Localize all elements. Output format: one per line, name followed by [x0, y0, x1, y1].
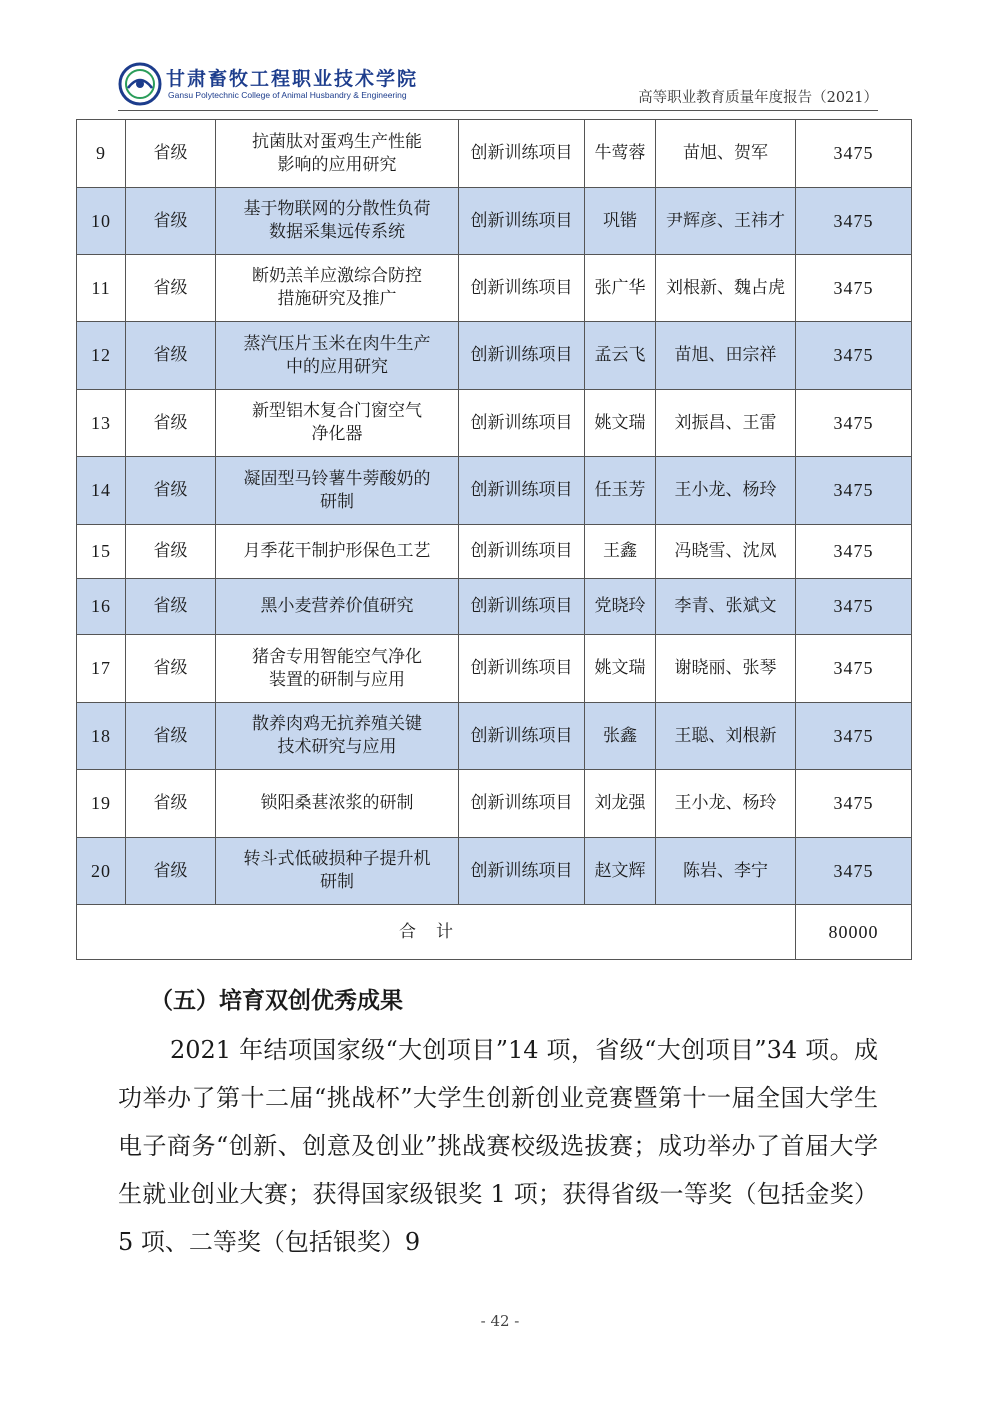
row-leader: 巩锴: [585, 188, 656, 255]
row-project-name: [216, 838, 459, 905]
row-project-name: [216, 120, 459, 188]
project-table: [76, 119, 912, 960]
row-project-type: 创新训练项目: [459, 322, 585, 390]
row-project-name: [216, 322, 459, 390]
row-project-type: 创新训练项目: [459, 703, 585, 770]
project-name-line: 转斗式低破损种子提升机: [243, 849, 431, 869]
table-row: [77, 457, 912, 525]
total-row: [77, 905, 912, 960]
school-name-en: Gansu Polytechnic College of Animal Husbandry & Engineering: [168, 90, 407, 100]
table-row: [77, 703, 912, 770]
header-divider: [118, 110, 878, 111]
row-project-type: 创新训练项目: [459, 255, 585, 322]
row-amount: 3475: [796, 703, 912, 770]
row-level: 省级: [126, 525, 216, 579]
row-amount: 3475: [796, 635, 912, 703]
row-number: 16: [77, 579, 126, 635]
project-name-line: 净化器: [311, 424, 363, 444]
row-leader: 王鑫: [585, 525, 656, 579]
project-name-line: 凝固型马铃薯牛蒡酸奶的: [243, 468, 431, 489]
row-project-name: [216, 390, 459, 457]
row-leader: 党晓玲: [585, 579, 656, 635]
project-name-line: 断奶羔羊应激综合防控: [252, 266, 422, 286]
row-project-type: 创新训练项目: [459, 838, 585, 905]
row-amount: 3475: [796, 188, 912, 255]
row-project-name: [216, 188, 459, 255]
row-leader: 张广华: [585, 255, 656, 322]
table-row: [77, 838, 912, 905]
row-project-name: [216, 255, 459, 322]
row-advisors: 王小龙、杨玲: [656, 770, 796, 838]
project-name-line: 数据采集远传系统: [269, 222, 405, 242]
row-advisors: 尹辉彦、王祎才: [656, 188, 796, 255]
project-name-line: 新型铝木复合门窗空气: [252, 401, 422, 421]
row-level: 省级: [126, 579, 216, 635]
row-advisors: 苗旭、田宗祥: [656, 322, 796, 390]
row-amount: 3475: [796, 322, 912, 390]
total-amount: 80000: [796, 905, 912, 960]
total-label: 合计: [77, 905, 796, 960]
project-name-line: 研制: [320, 491, 354, 512]
row-level: 省级: [126, 390, 216, 457]
row-amount: 3475: [796, 579, 912, 635]
project-name-line: 技术研究与应用: [277, 737, 397, 757]
row-level: 省级: [126, 703, 216, 770]
row-leader: 姚文瑞: [585, 390, 656, 457]
row-level: 省级: [126, 770, 216, 838]
row-leader: 任玉芳: [585, 457, 656, 525]
project-name-line: 蒸汽压片玉米在肉牛生产: [243, 333, 431, 354]
row-project-name: [216, 525, 459, 579]
row-project-type: 创新训练项目: [459, 390, 585, 457]
row-advisors: 李青、张斌文: [656, 579, 796, 635]
row-number: 17: [77, 635, 126, 703]
table-row: [77, 120, 912, 188]
row-advisors: 陈岩、李宁: [656, 838, 796, 905]
row-number: 10: [77, 188, 126, 255]
row-level: 省级: [126, 635, 216, 703]
row-number: 15: [77, 525, 126, 579]
row-level: 省级: [126, 188, 216, 255]
table-row: [77, 579, 912, 635]
row-leader: 孟云飞: [585, 322, 656, 390]
project-name-line: 散养肉鸡无抗养殖关键: [252, 714, 422, 734]
row-amount: 3475: [796, 120, 912, 188]
row-project-type: 创新训练项目: [459, 579, 585, 635]
school-logo-icon: [118, 62, 162, 106]
row-advisors: 刘振昌、王雷: [656, 390, 796, 457]
table-row: [77, 525, 912, 579]
row-project-name: [216, 703, 459, 770]
project-name-line: 措施研究及推广: [277, 289, 397, 309]
row-level: 省级: [126, 255, 216, 322]
row-advisors: 苗旭、贺军: [656, 120, 796, 188]
row-project-type: 创新训练项目: [459, 120, 585, 188]
row-level: 省级: [126, 120, 216, 188]
page-header: [118, 58, 878, 110]
row-amount: 3475: [796, 838, 912, 905]
row-project-type: 创新训练项目: [459, 457, 585, 525]
row-project-type: 创新训练项目: [459, 188, 585, 255]
row-amount: 3475: [796, 770, 912, 838]
row-amount: 3475: [796, 525, 912, 579]
row-project-type: 创新训练项目: [459, 525, 585, 579]
row-advisors: 冯晓雪、沈凤: [656, 525, 796, 579]
row-leader: 刘龙强: [585, 770, 656, 838]
report-title: 高等职业教育质量年度报告（2021）: [638, 90, 878, 106]
row-leader: 姚文瑞: [585, 635, 656, 703]
school-name-cn: 甘肃畜牧工程职业技术学院: [166, 68, 419, 90]
row-project-name: [216, 457, 459, 525]
row-number: 12: [77, 322, 126, 390]
row-project-name: [216, 770, 459, 838]
row-number: 13: [77, 390, 126, 457]
row-advisors: 刘根新、魏占虎: [656, 255, 796, 322]
project-name-line: 月季花干制护形保色工艺: [243, 541, 431, 561]
row-advisors: 谢晓丽、张琴: [656, 635, 796, 703]
project-name-line: 研制: [320, 872, 354, 892]
row-number: 20: [77, 838, 126, 905]
page-number: - 42 -: [480, 1312, 520, 1330]
section-heading: （五）培育双创优秀成果: [150, 987, 403, 1014]
row-advisors: 王聪、刘根新: [656, 703, 796, 770]
row-leader: 牛莺蓉: [585, 120, 656, 188]
project-name-line: 黑小麦营养价值研究: [260, 596, 414, 616]
row-number: 18: [77, 703, 126, 770]
table-row: [77, 390, 912, 457]
project-name-line: 中的应用研究: [286, 356, 388, 377]
project-name-line: 抗菌肽对蛋鸡生产性能: [252, 131, 422, 152]
project-name-line: 猪舍专用智能空气净化: [252, 646, 422, 667]
table-row: [77, 635, 912, 703]
row-amount: 3475: [796, 255, 912, 322]
row-level: 省级: [126, 457, 216, 525]
row-project-type: 创新训练项目: [459, 635, 585, 703]
row-number: 11: [77, 255, 126, 322]
row-advisors: 王小龙、杨玲: [656, 457, 796, 525]
row-number: 19: [77, 770, 126, 838]
body-paragraph-text: 2021 年结项国家级“大创项目”14 项，省级“大创项目”34 项。成功举办了第十二届“挑战杯”大学生创新创业竞赛暨第十一届全国大学生电子商务“创新、创意及创业”挑战赛校级选拔赛；成功举办了首届大学生就业创业大赛；获得国家级银奖 1 项；获得省级一等奖（包括金奖）5 项、二等奖（包括银奖）9: [118, 1036, 878, 1256]
row-level: 省级: [126, 838, 216, 905]
row-number: 14: [77, 457, 126, 525]
row-project-name: [216, 579, 459, 635]
project-name-line: 影响的应用研究: [277, 154, 397, 175]
row-number: 9: [77, 120, 126, 188]
row-project-name: [216, 635, 459, 703]
row-project-type: 创新训练项目: [459, 770, 585, 838]
table-row: [77, 188, 912, 255]
row-leader: 赵文辉: [585, 838, 656, 905]
row-amount: 3475: [796, 457, 912, 525]
project-name-line: 基于物联网的分散性负荷: [243, 199, 431, 219]
project-name-line: 锁阳桑葚浓浆的研制: [260, 793, 414, 813]
table-row: [77, 322, 912, 390]
project-name-line: 装置的研制与应用: [269, 669, 405, 690]
table-row: [77, 770, 912, 838]
body-paragraph: [118, 1026, 878, 1266]
row-level: 省级: [126, 322, 216, 390]
row-leader: 张鑫: [585, 703, 656, 770]
table-row: [77, 255, 912, 322]
row-amount: 3475: [796, 390, 912, 457]
